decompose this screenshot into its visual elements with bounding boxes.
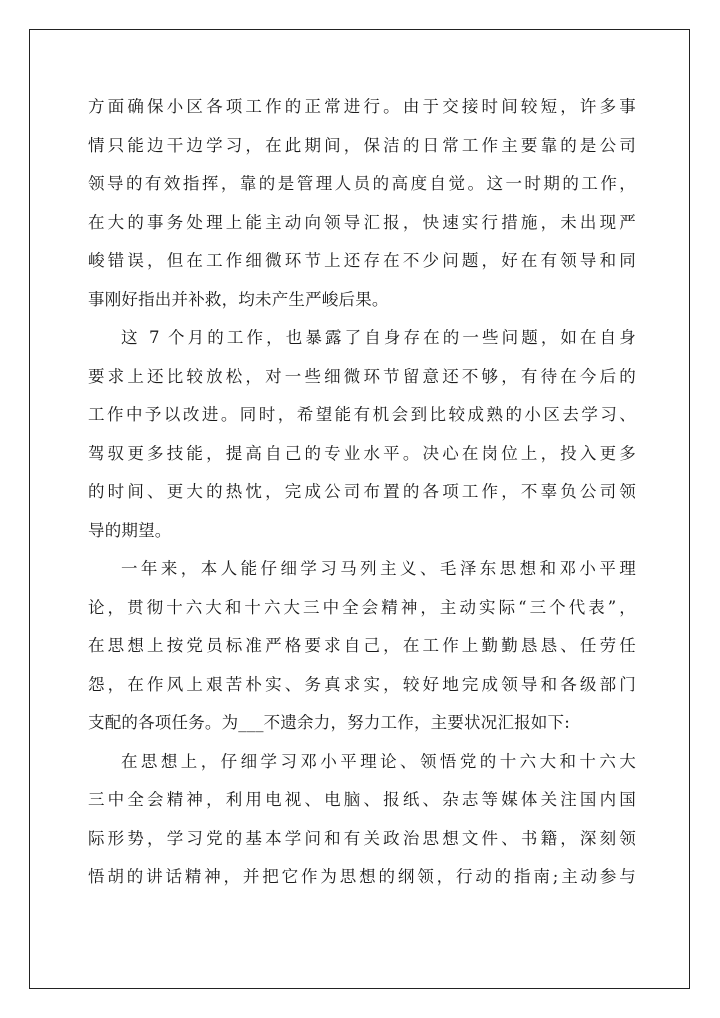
text-line: 三中全会精神，利用电视、电脑、报纸、杂志等媒体关注国内国 xyxy=(88,790,636,809)
text-line: 事刚好指出并补救，均未产生严峻后果。 xyxy=(88,289,389,309)
text-line: 在思想上，仔细学习邓小平理论、领悟党的十六大和十六大 xyxy=(121,751,636,771)
paragraph-4 xyxy=(88,743,636,897)
text-line: 际形势，学习党的基本学问和有关政治思想文件、书籍，深刻领 xyxy=(88,828,636,848)
text-line: 情只能边干边学习，在此期间，保洁的日常工作主要靠的是公司 xyxy=(88,135,636,155)
text-line: 领导的有效指挥，靠的是管理人员的高度自觉。这一时期的工作， xyxy=(88,174,636,193)
text-line: 方面确保小区各项工作的正常进行。由于交接时间较短，许多事 xyxy=(88,97,636,116)
text-line: 支配的各项任务。为___不遗余力，努力工作，主要状况汇报如下: xyxy=(88,713,571,732)
text-line: 工作中予以改进。同时，希望能有机会到比较成熟的小区去学习、 xyxy=(88,405,636,424)
text-line: 怨，在作风上艰苦朴实、务真求实，较好地完成领导和各级部门 xyxy=(88,674,636,694)
text-line: 峻错误，但在工作细微环节上还存在不少问题，好在有领导和同 xyxy=(88,251,636,270)
paragraph-2 xyxy=(88,319,636,550)
paragraph-3 xyxy=(88,550,636,743)
text-line: 一年来，本人能仔细学习马列主义、毛泽东思想和邓小平理 xyxy=(121,559,636,578)
text-line: 这 7 个月的工作，也暴露了自身存在的一些问题，如在自身 xyxy=(121,328,636,347)
text-line: 导的期望。 xyxy=(88,520,172,540)
paragraph-1 xyxy=(88,88,636,319)
text-line: 要求上还比较放松，对一些细微环节留意还不够，有待在今后的 xyxy=(88,366,636,386)
text-line: 的时间、更大的热忱，完成公司布置的各项工作，不辜负公司领 xyxy=(88,482,636,501)
text-line: 在思想上按党员标准严格要求自己，在工作上勤勤恳恳、任劳任 xyxy=(88,636,636,655)
text-line: 悟胡的讲话精神，并把它作为思想的纲领，行动的指南;主动参与 xyxy=(88,867,636,886)
document-body xyxy=(88,88,636,897)
text-line: 驾驭更多技能，提高自己的专业水平。决心在岗位上，投入更多 xyxy=(88,443,636,463)
text-line: 在大的事务处理上能主动向领导汇报，快速实行措施，未出现严 xyxy=(88,212,636,232)
text-line: 论，贯彻十六大和十六大三中全会精神，主动实际“三个代表”， xyxy=(88,597,636,617)
